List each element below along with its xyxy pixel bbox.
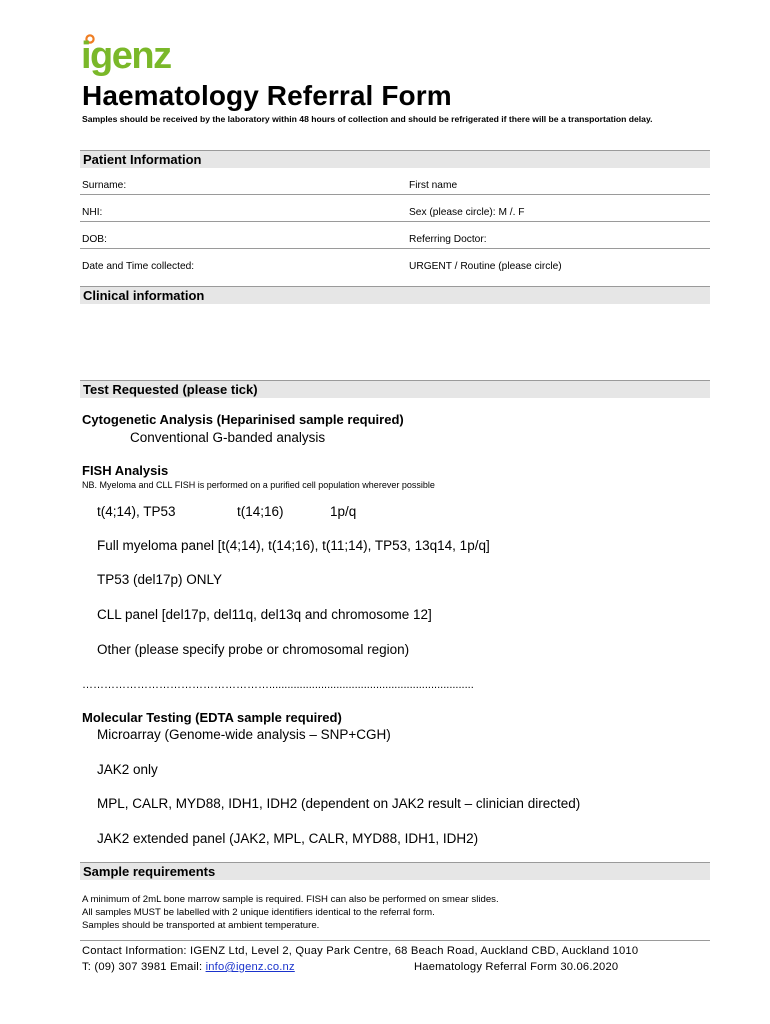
- nhi-label: NHI:: [82, 207, 103, 218]
- option-full-myeloma-panel[interactable]: Full myeloma panel [t(4;14), t(14;16), t(11;14), TP53, 13q14, 1p/q]: [97, 538, 490, 553]
- footer-phone: T: (09) 307 3981 Email:: [82, 961, 206, 973]
- tests-requested-heading: Test Requested (please tick): [80, 380, 710, 398]
- urgent-routine-label: URGENT / Routine (please circle): [409, 261, 562, 272]
- sample-requirement-line: A minimum of 2mL bone marrow sample is required. FISH can also be performed on smear slides.: [82, 894, 499, 905]
- footer-form-version: Haematology Referral Form 30.06.2020: [414, 961, 619, 973]
- sex-label: Sex (please circle): M /. F: [409, 207, 525, 218]
- option-microarray[interactable]: Microarray (Genome-wide analysis – SNP+CGH): [97, 727, 391, 742]
- option-conventional-g-banded[interactable]: Conventional G-banded analysis: [130, 430, 326, 445]
- sample-requirement-line: Samples should be transported at ambient temperature.: [82, 920, 320, 931]
- email-link[interactable]: info@igenz.co.nz: [205, 961, 295, 973]
- page-title: Haematology Referral Form: [82, 80, 452, 111]
- option-1pq[interactable]: 1p/q: [330, 504, 357, 519]
- option-cll-panel[interactable]: CLL panel [del17p, del11q, del13q and chromosome 12]: [97, 607, 432, 622]
- option-mpl-calr-panel[interactable]: MPL, CALR, MYD88, IDH1, IDH2 (dependent on JAK2 result – clinician directed): [97, 796, 581, 811]
- option-t414-tp53[interactable]: t(4;14), TP53: [97, 504, 176, 519]
- logo-text: igenz: [81, 35, 171, 77]
- fish-note: NB. Myeloma and CLL FISH is performed on a purified cell population wherever possible: [82, 480, 435, 490]
- option-jak2-extended-panel[interactable]: JAK2 extended panel (JAK2, MPL, CALR, MYD88, IDH1, IDH2): [97, 831, 479, 846]
- first-name-label: First name: [409, 180, 458, 191]
- patient-info-heading: Patient Information: [80, 150, 710, 168]
- sample-requirements-heading: Sample requirements: [80, 862, 710, 880]
- molecular-heading: Molecular Testing (EDTA sample required): [82, 710, 342, 725]
- option-tp53-only[interactable]: TP53 (del17p) ONLY: [97, 572, 223, 587]
- option-t1416[interactable]: t(14;16): [237, 504, 284, 519]
- sample-requirement-line: All samples MUST be labelled with 2 unique identifiers identical to the referral form.: [82, 907, 435, 918]
- date-collected-label: Date and Time collected:: [82, 261, 195, 272]
- cytogenetic-heading: Cytogenetic Analysis (Heparinised sample required): [82, 412, 404, 427]
- option-jak2-only[interactable]: JAK2 only: [97, 762, 158, 777]
- other-specify-line[interactable]: ……………………………………………...................................................................: [82, 679, 474, 691]
- footer-phone-email: [82, 961, 295, 973]
- patient-row-divider: [80, 194, 710, 195]
- clinical-info-heading: Clinical information: [80, 286, 710, 304]
- referring-doctor-label: Referring Doctor:: [409, 234, 487, 245]
- footer-divider: [80, 940, 710, 941]
- footer-contact: Contact Information: IGENZ Ltd, Level 2, Quay Park Centre, 68 Beach Road, Auckland CBD, Auckland 1010: [82, 945, 639, 957]
- option-other-probe[interactable]: Other (please specify probe or chromosomal region): [97, 642, 410, 657]
- surname-label: Surname:: [82, 180, 127, 191]
- fish-heading: FISH Analysis: [82, 463, 169, 478]
- igenz-logo: [80, 30, 210, 80]
- patient-row-divider: [80, 221, 710, 222]
- page-subtitle: Samples should be received by the laboratory within 48 hours of collection and should be refrigerated if there will be a transportation delay.: [82, 114, 653, 124]
- patient-row-divider: [80, 248, 710, 249]
- dob-label: DOB:: [82, 234, 107, 245]
